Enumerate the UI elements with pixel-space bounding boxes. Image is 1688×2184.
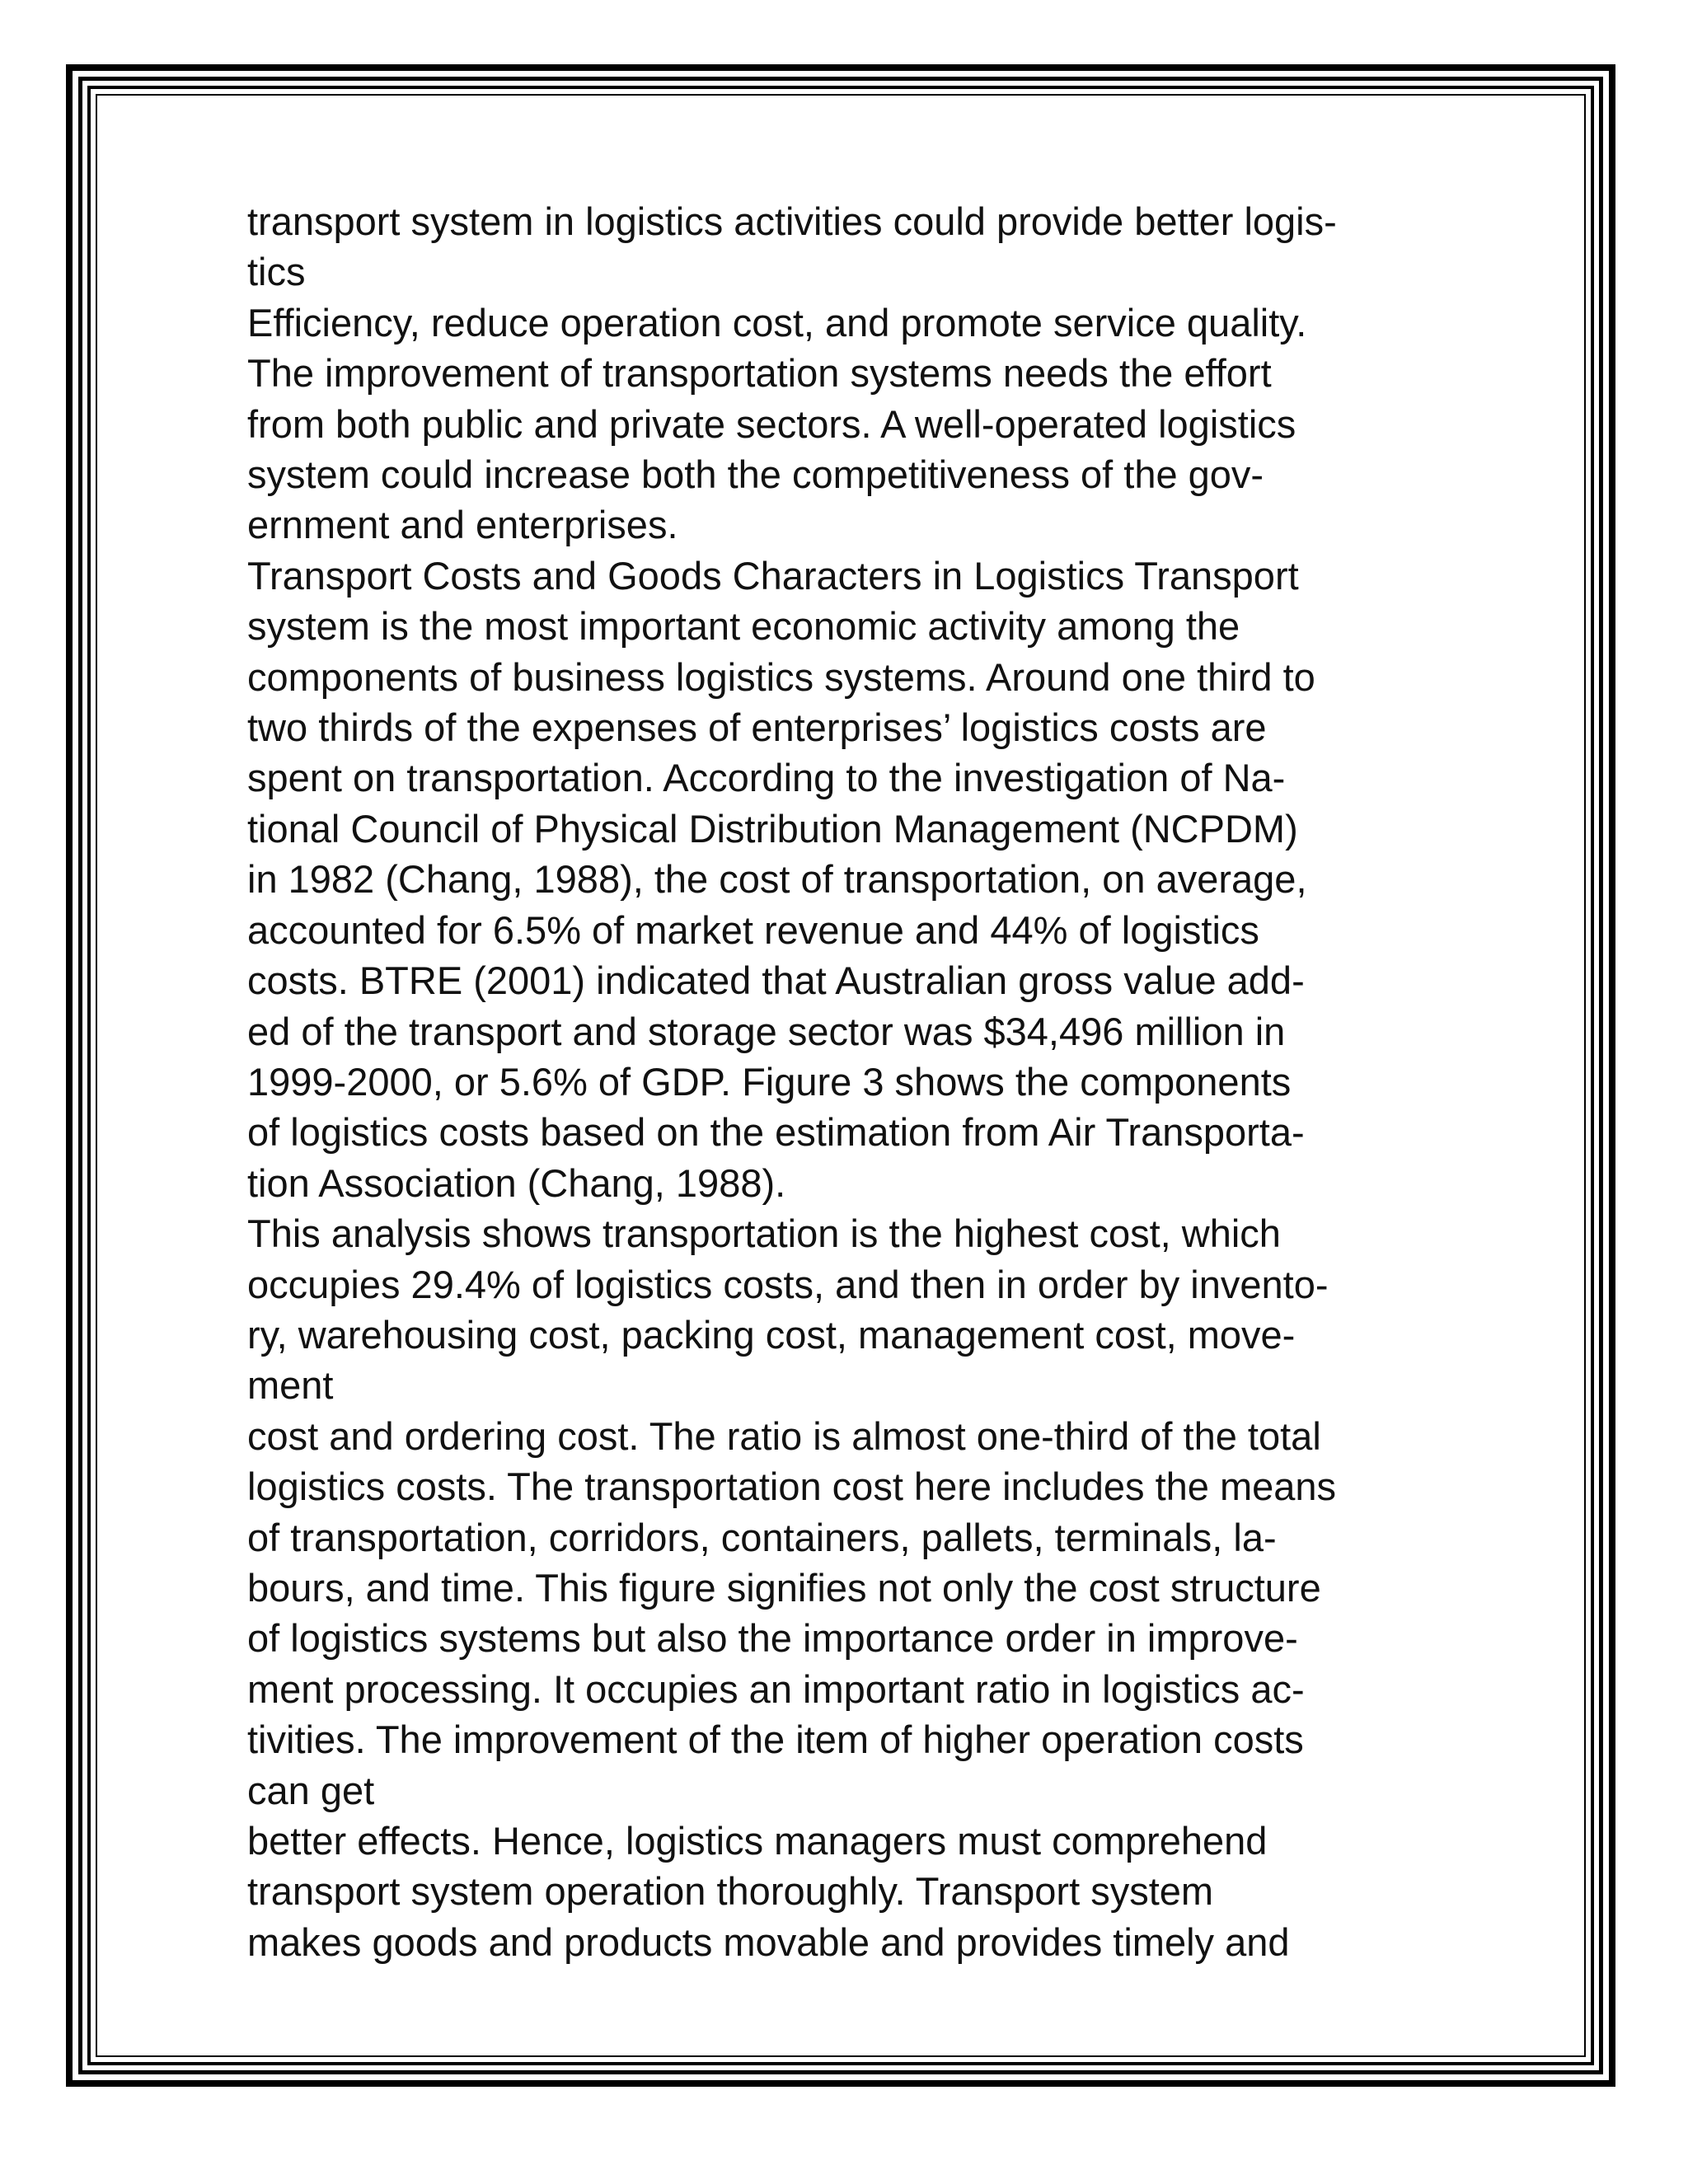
text-line: makes goods and products movable and provides timely and	[247, 1919, 1290, 1964]
text-line: transport system operation thoroughly. Transport system	[247, 1869, 1214, 1914]
text-line: of logistics costs based on the estimation from Air Transporta-	[247, 1110, 1305, 1155]
text-line: ernment and enterprises.	[247, 503, 678, 547]
text-line: Transport Costs and Goods Characters in Logistics Transport	[247, 553, 1299, 598]
text-line: cost and ordering cost. The ratio is almost one-third of the total	[247, 1413, 1321, 1458]
text-line: in 1982 (Chang, 1988), the cost of transportation, on average,	[247, 857, 1307, 902]
text-line: costs. BTRE (2001) indicated that Australian gross value add-	[247, 958, 1305, 1003]
text-line: from both public and private sectors. A well-operated logistics	[247, 401, 1296, 446]
text-line: This analysis shows transportation is the highest cost, which	[247, 1212, 1281, 1256]
text-line: bours, and time. This figure signifies not only the cost structure	[247, 1565, 1321, 1610]
text-line: Efficiency, reduce operation cost, and promote service quality.	[247, 300, 1307, 344]
text-line: tivities. The improvement of the item of higher operation costs	[247, 1718, 1304, 1762]
text-line: logistics costs. The transportation cost here includes the means	[247, 1465, 1337, 1509]
text-line: system is the most important economic activity among the	[247, 604, 1240, 649]
text-line: tics	[247, 250, 306, 294]
text-line: tional Council of Physical Distribution Management (NCPDM)	[247, 806, 1298, 851]
text-line: two thirds of the expenses of enterprises’ logistics costs are	[247, 705, 1267, 750]
text-line: of transportation, corridors, containers, pallets, terminals, la-	[247, 1515, 1277, 1559]
text-line: spent on transportation. According to the investigation of Na-	[247, 756, 1286, 800]
text-line: ry, warehousing cost, packing cost, management cost, move-	[247, 1312, 1296, 1357]
text-line: can get	[247, 1768, 375, 1812]
body-text	[247, 196, 1533, 1967]
text-line: better effects. Hence, logistics managers must comprehend	[247, 1819, 1268, 1863]
text-line: tion Association (Chang, 1988).	[247, 1160, 786, 1205]
text-line: components of business logistics systems. Around one third to	[247, 654, 1315, 699]
text-line: system could increase both the competitiveness of the gov-	[247, 452, 1264, 497]
text-line: 1999-2000, or 5.6% of GDP. Figure 3 shows the components	[247, 1059, 1292, 1104]
text-line: ment	[247, 1363, 334, 1408]
text-line: The improvement of transportation systems needs the effort	[247, 351, 1272, 396]
text-line: ed of the transport and storage sector was $34,496 million in	[247, 1009, 1286, 1053]
text-line: occupies 29.4% of logistics costs, and then in order by invento-	[247, 1262, 1329, 1306]
text-line: ment processing. It occupies an important ratio in logistics ac-	[247, 1666, 1305, 1711]
text-line: transport system in logistics activities could provide better logis-	[247, 199, 1337, 243]
text-line: accounted for 6.5% of market revenue and 44% of logistics	[247, 907, 1259, 952]
text-line: of logistics systems but also the importance order in improve-	[247, 1616, 1298, 1661]
